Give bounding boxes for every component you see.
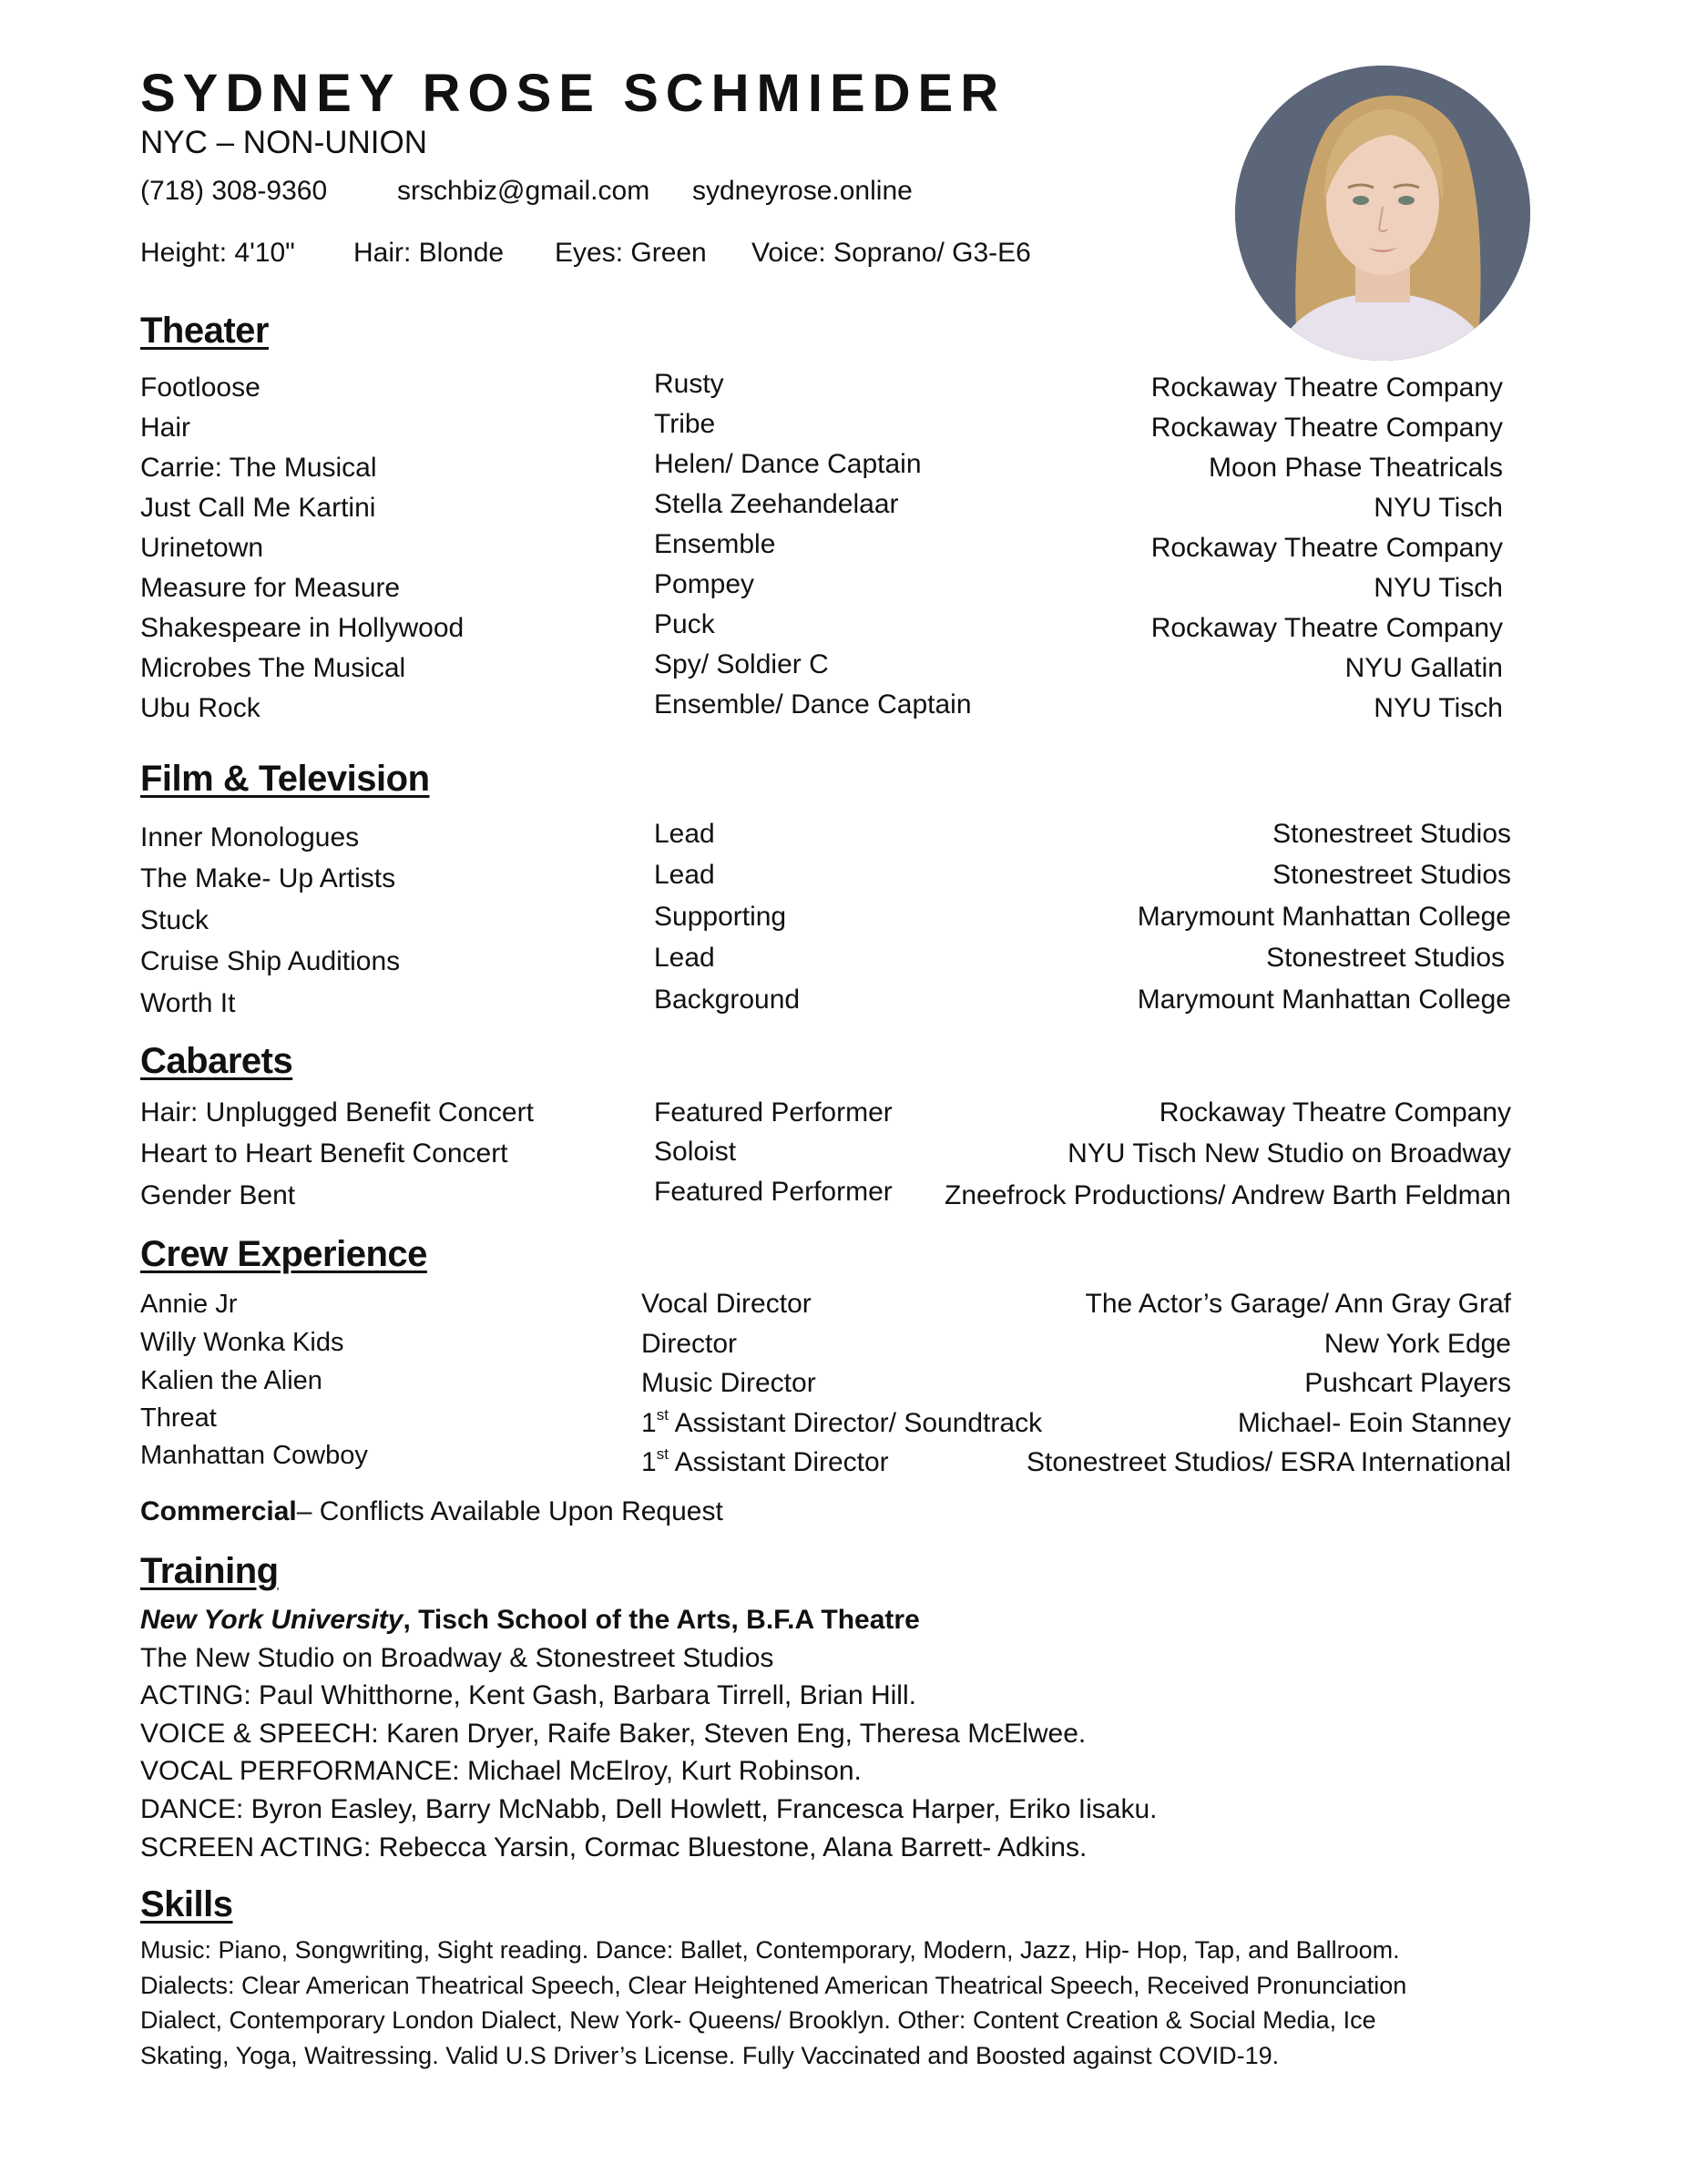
credit-title: Measure for Measure bbox=[140, 573, 401, 603]
credit-company: NYU Gallatin bbox=[1344, 653, 1503, 683]
school-program: , Tisch School of the Arts, B.F.A Theatre bbox=[403, 1605, 920, 1635]
skills-heading: Skills bbox=[140, 1884, 233, 1924]
credit-row bbox=[0, 1400, 1696, 1440]
credit-role: Background bbox=[654, 985, 801, 1015]
credit-row bbox=[0, 1136, 1696, 1176]
credit-title: Kalien the Alien bbox=[140, 1366, 322, 1395]
credit-title: The Make- Up Artists bbox=[140, 863, 396, 893]
credit-title: Hair bbox=[140, 413, 191, 443]
credit-company: Stonestreet Studios bbox=[1272, 860, 1511, 890]
credit-company: Rockaway Theatre Company bbox=[1150, 613, 1503, 643]
credit-title: Willy Wonka Kids bbox=[140, 1328, 344, 1357]
credit-company: Pushcart Players bbox=[1304, 1368, 1511, 1398]
skills-text: Music: Piano, Songwriting, Sight reading. Dance: Ballet, Contemporary, Modern, Jazz, Hip- Hop, Tap, and Ballroom. Dialects: Clear American Theatrical Speech, Clear Heightened American Theatrical Speech, Received Pronunciation Dialect, Contemporary London Dialect, New York- Queens/ Brooklyn. Other: Content Creation & Social Media, Ice Skating, Yoga, Waitressing. Valid U.S Driver’s License. Fully Vaccinated and Boosted against COVID-19. bbox=[140, 1936, 1407, 2069]
credit-row bbox=[0, 903, 1696, 943]
credit-row bbox=[0, 1324, 1696, 1364]
credit-role: Director bbox=[641, 1329, 738, 1359]
credit-company: New York Edge bbox=[1323, 1329, 1511, 1359]
credit-role: Music Director bbox=[641, 1368, 816, 1398]
credit-role: Featured Performer bbox=[654, 1177, 893, 1207]
credit-company: Moon Phase Theatricals bbox=[1209, 453, 1503, 483]
credit-title: Stuck bbox=[140, 905, 209, 935]
credit-row bbox=[0, 690, 1696, 730]
credit-role: Tribe bbox=[654, 409, 716, 439]
credit-company: Michael- Eoin Stanney bbox=[1237, 1408, 1511, 1438]
headshot-photo bbox=[1235, 66, 1530, 361]
film-heading: Film & Television bbox=[140, 759, 430, 799]
union-status: NYC – NON-UNION bbox=[140, 125, 428, 160]
credit-row bbox=[0, 944, 1696, 984]
credit-company: Rockaway Theatre Company bbox=[1159, 1097, 1511, 1128]
credit-role: Pompey bbox=[654, 569, 755, 599]
ordinal-number: 1 bbox=[641, 1408, 657, 1438]
ordinal-suffix: st bbox=[656, 1406, 669, 1424]
performer-name: SYDNEY ROSE SCHMIEDER bbox=[140, 64, 1006, 123]
training-heading: Training bbox=[140, 1551, 279, 1591]
training-school bbox=[140, 1601, 1157, 1639]
credit-title: Threat bbox=[140, 1403, 217, 1433]
credit-role: Lead bbox=[654, 943, 715, 973]
credit-title: Ubu Rock bbox=[140, 693, 261, 723]
training-line: DANCE: Byron Easley, Barry McNabb, Dell Howlett, Francesca Harper, Eriko Iisaku. bbox=[140, 1793, 1158, 1824]
credit-role bbox=[641, 1405, 1042, 1442]
credit-row bbox=[0, 530, 1696, 570]
credit-role: Spy/ Soldier C bbox=[654, 649, 829, 679]
credit-role: Helen/ Dance Captain bbox=[654, 449, 922, 479]
credit-role bbox=[641, 1444, 889, 1481]
credit-title: Cruise Ship Auditions bbox=[140, 946, 401, 976]
cabarets-heading: Cabarets bbox=[140, 1041, 293, 1081]
credit-role: Ensemble/ Dance Captain bbox=[654, 689, 972, 719]
ordinal-suffix: st bbox=[656, 1445, 669, 1463]
credit-role: Stella Zeehandelaar bbox=[654, 489, 899, 519]
credit-company: Marymount Manhattan College bbox=[1137, 985, 1511, 1015]
height-stat: Height: 4'10" bbox=[140, 238, 295, 268]
training-line: ACTING: Paul Whitthorne, Kent Gash, Barbara Tirrell, Brian Hill. bbox=[140, 1680, 916, 1711]
credit-title: Manhattan Cowboy bbox=[140, 1441, 368, 1470]
credit-title: Just Call Me Kartini bbox=[140, 493, 376, 523]
credit-row bbox=[0, 1095, 1696, 1135]
training-line: SCREEN ACTING: Rebecca Yarsin, Cormac Bluestone, Alana Barrett- Adkins. bbox=[140, 1832, 1088, 1863]
credit-company: Rockaway Theatre Company bbox=[1150, 533, 1503, 563]
credit-role-text: Assistant Director bbox=[674, 1447, 889, 1477]
credit-title: Heart to Heart Benefit Concert bbox=[140, 1138, 508, 1169]
voice-stat: Voice: Soprano/ G3-E6 bbox=[751, 238, 1031, 268]
credit-title: Hair: Unplugged Benefit Concert bbox=[140, 1097, 534, 1128]
credit-company: NYU Tisch bbox=[1374, 573, 1503, 603]
credit-company: Rockaway Theatre Company bbox=[1150, 413, 1503, 443]
credit-row bbox=[0, 1178, 1696, 1218]
commercial-text: – Conflicts Available Upon Request bbox=[296, 1496, 723, 1526]
training-line: VOICE & SPEECH: Karen Dryer, Raife Baker, Steven Eng, Theresa McElwee. bbox=[140, 1718, 1087, 1749]
credit-role: Featured Performer bbox=[654, 1097, 893, 1128]
credit-row bbox=[0, 650, 1696, 690]
credit-row bbox=[0, 1286, 1696, 1326]
credit-row bbox=[0, 570, 1696, 610]
commercial-label: Commercial bbox=[140, 1496, 297, 1526]
hair-stat: Hair: Blonde bbox=[353, 238, 505, 268]
credit-role: Supporting bbox=[654, 902, 787, 932]
credit-title: Shakespeare in Hollywood bbox=[140, 613, 465, 643]
credit-row bbox=[0, 820, 1696, 860]
training-line: The New Studio on Broadway & Stonestreet Studios bbox=[140, 1642, 774, 1673]
credit-role: Ensemble bbox=[654, 529, 776, 559]
theater-heading: Theater bbox=[140, 311, 269, 351]
credit-company: NYU Tisch bbox=[1374, 693, 1503, 723]
eyes-stat: Eyes: Green bbox=[555, 238, 707, 268]
credit-title: Inner Monologues bbox=[140, 822, 360, 852]
credit-row bbox=[0, 861, 1696, 901]
credit-company: Stonestreet Studios bbox=[1266, 943, 1505, 973]
credit-company: Rockaway Theatre Company bbox=[1150, 373, 1503, 403]
ordinal-number: 1 bbox=[641, 1447, 657, 1477]
credit-company: Marymount Manhattan College bbox=[1137, 902, 1511, 932]
training-list bbox=[140, 1601, 1157, 1866]
school-name: New York University bbox=[140, 1605, 404, 1635]
credit-row bbox=[0, 490, 1696, 530]
credit-role: Soloist bbox=[654, 1137, 737, 1167]
credit-row bbox=[0, 450, 1696, 490]
training-line: VOCAL PERFORMANCE: Michael McElroy, Kurt Robinson. bbox=[140, 1756, 862, 1787]
credit-company: Stonestreet Studios/ ESRA International bbox=[1027, 1447, 1511, 1477]
credit-role: Lead bbox=[654, 819, 715, 849]
credit-title: Worth It bbox=[140, 988, 236, 1018]
email-address: srschbiz@gmail.com bbox=[397, 176, 650, 206]
credit-company: The Actor’s Garage/ Ann Gray Graf bbox=[1085, 1289, 1511, 1319]
credit-role: Lead bbox=[654, 860, 715, 890]
crew-heading: Crew Experience bbox=[140, 1234, 427, 1274]
website: sydneyrose.online bbox=[692, 176, 913, 206]
credit-role: Rusty bbox=[654, 369, 724, 399]
credit-company: Stonestreet Studios bbox=[1272, 819, 1511, 849]
credit-row bbox=[0, 1437, 1696, 1477]
credit-role-text: Assistant Director/ Soundtrack bbox=[674, 1408, 1043, 1438]
credit-role: Puck bbox=[654, 609, 715, 639]
credit-title: Gender Bent bbox=[140, 1180, 296, 1210]
commercial-line bbox=[140, 1494, 723, 1530]
credit-row bbox=[0, 370, 1696, 410]
credit-company: Zneefrock Productions/ Andrew Barth Feldman bbox=[945, 1180, 1511, 1210]
phone-number: (718) 308-9360 bbox=[140, 176, 328, 206]
credit-row bbox=[0, 610, 1696, 650]
credit-row bbox=[0, 1362, 1696, 1403]
credit-title: Carrie: The Musical bbox=[140, 453, 377, 483]
credit-title: Urinetown bbox=[140, 533, 264, 563]
credit-title: Microbes The Musical bbox=[140, 653, 406, 683]
credit-row bbox=[0, 985, 1696, 1026]
credit-row bbox=[0, 410, 1696, 450]
credit-title: Footloose bbox=[140, 373, 261, 403]
credit-title: Annie Jr bbox=[140, 1290, 238, 1319]
credit-company: NYU Tisch bbox=[1374, 493, 1503, 523]
credit-role: Vocal Director bbox=[641, 1289, 812, 1319]
credit-company: NYU Tisch New Studio on Broadway bbox=[1068, 1138, 1511, 1169]
